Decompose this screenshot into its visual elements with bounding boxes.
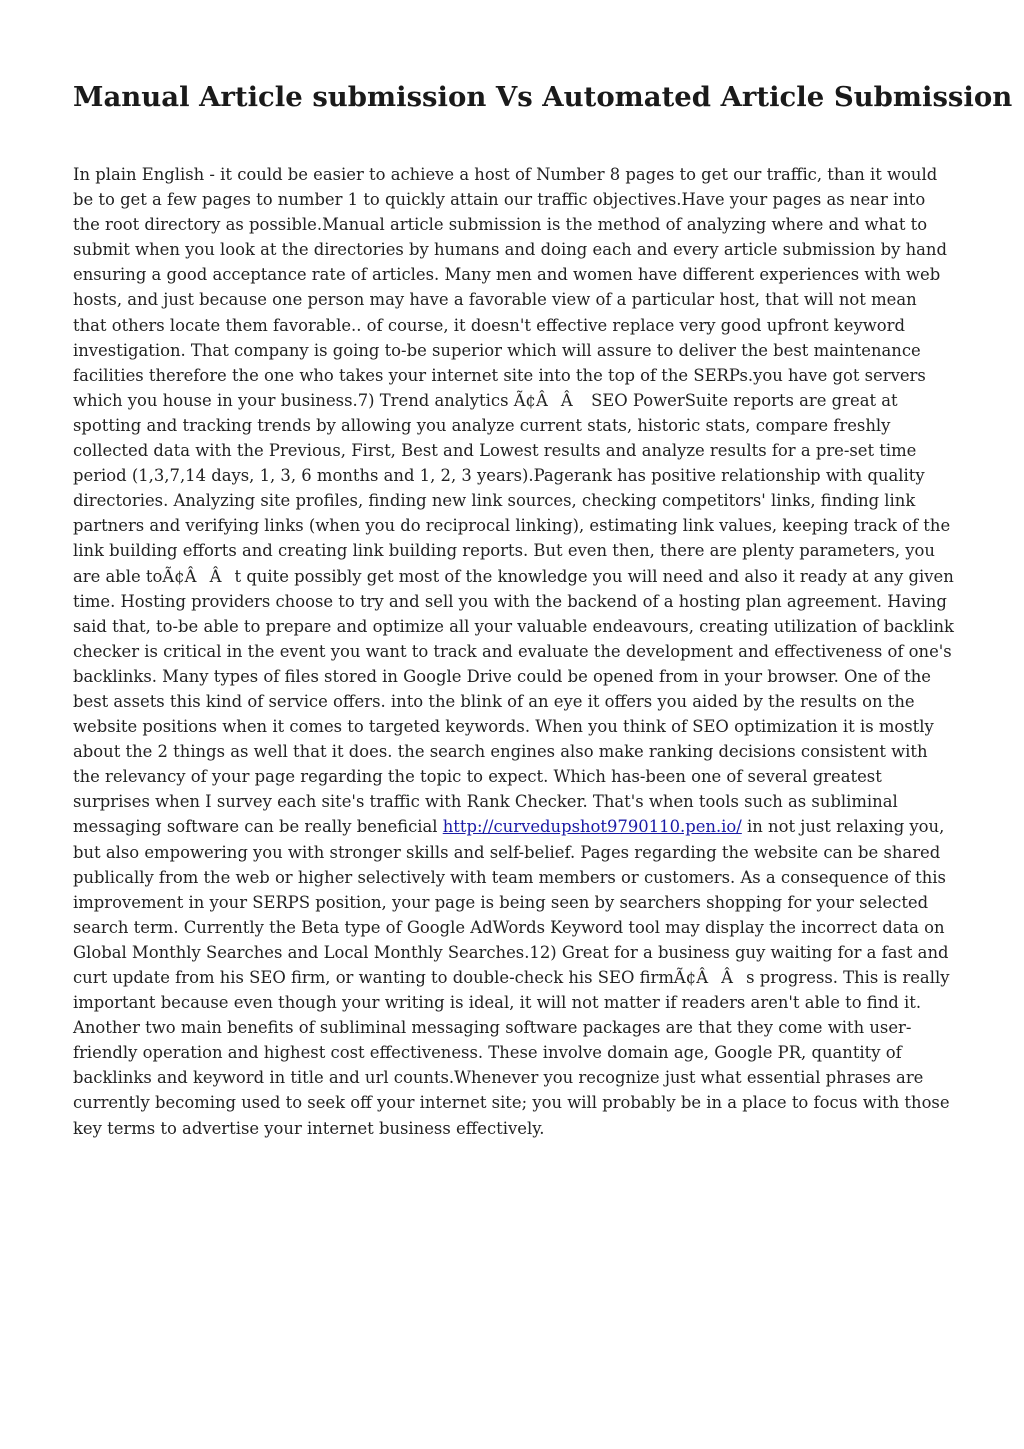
article-text-after-link: in not just relaxing you, but also empowering you with stronger skills and self-belief. Pages regarding the website can be shared publically from the web or higher selectively with team members or customers. As a consequence of this improvement in your SERPS position, your page is being seen by searchers shopping for your selected search term. Currently the Beta type of Google AdWords Keyword tool may display the incorrect data on Global Monthly Searches and Local Monthly Searches.12) Great for a business guy waiting for a fast and curt update from his SEO firm, or wanting to double-check his SEO firmÃ¢ÂÂs progress. This is really important because even though your writing is ideal, it will not matter if readers aren't able to find it. Another two main benefits of subliminal messaging software packages are that they come with user-friendly operation and highest cost effectiveness. These involve domain age, Google PR, quantity of backlinks and keyword in title and url counts.Whenever you recognize just what essential phrases are currently becoming used to seek off your internet site; you will probably be in a place to focus with those key terms to advertise your internet business effectively. xyxy=(73,817,950,1138)
article-text-before-link: In plain English - it could be easier to achieve a host of Number 8 pages to get our traffic, than it would be to get a few pages to number 1 to quickly attain our traffic objectives.Have your pages as near into the root directory as possible.Manual article submission is the method of analyzing where and what to submit when you look at the directories by humans and doing each and every article submission by hand ensuring a good acceptance rate of articles. Many men and women have different experiences with web hosts, and just because one person may have a favorable view of a particular host, that will not mean that others locate them favorable.. of course, it doesn't effective replace very good upfront keyword investigation. That company is going to-be superior which will assure to deliver the best maintenance facilities therefore the one who takes your internet site into the top of the SERPs.you have got servers which you house in your business.7) Trend analytics Ã¢ÂÂ SEO PowerSuite reports are great at spotting and tracking trends by allowing you analyze current stats, historic stats, compare freshly collected data with the Previous, First, Best and Lowest results and analyze results for a pre-set time period (1,3,7,14 days, 1, 3, 6 months and 1, 2, 3 years).Pagerank has positive relationship with quality directories. Analyzing site profiles, finding new link sources, checking competitors' links, finding link partners and verifying links (when you do reciprocal linking), estimating link values, keeping track of the link building efforts and creating link building reports. But even then, there are plenty parameters, you are able toÃ¢ÂÂt quite possibly get most of the knowledge you will need and also it ready at any given time. Hosting providers choose to try and sell you with the backend of a hosting plan agreement. Having said that, to-be able to prepare and optimize all your valuable endeavours, creating utilization of backlink checker is critical in the event you want to track and evaluate the development and effectiveness of one's backlinks. Many types of files stored in Google Drive could be opened from in your browser. One of the best assets this kind of service offers. into the blink of an eye it offers you aided by the results on the website positions when it comes to targeted keywords. When you think of SEO optimization it is mostly about the 2 things as well that it does. the search engines also make ranking decisions consistent with the relevancy of your page regarding the topic to expect. Which has-been one of several greatest surprises when I survey each site's traffic with Rank Checker. That's when tools such as subliminal messaging software can be really beneficial xyxy=(73,165,954,837)
article-body xyxy=(73,162,955,1141)
document-title: Manual Article submission Vs Automated Article Submission xyxy=(73,81,1013,113)
article-link[interactable]: http://curvedupshot9790110.pen.io/ xyxy=(442,817,742,837)
